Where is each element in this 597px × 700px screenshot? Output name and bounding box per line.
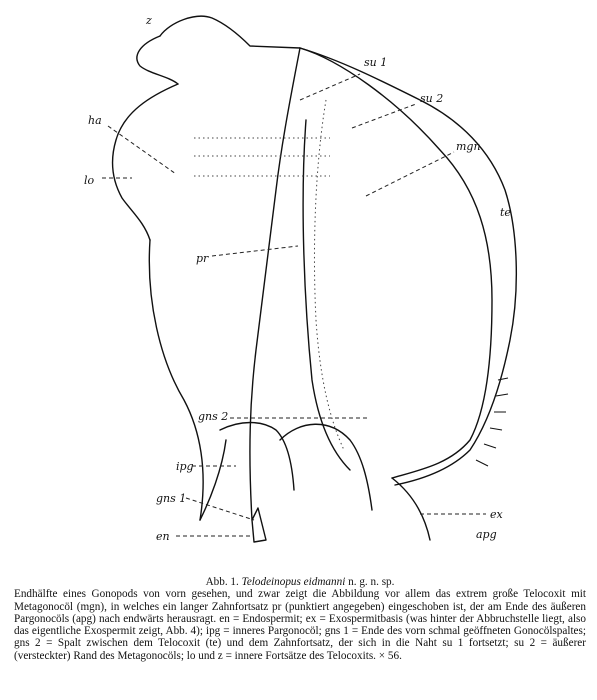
en-tip <box>252 508 266 542</box>
label-lo: lo <box>84 174 95 187</box>
caption-species: Telodeinopus eidmanni <box>241 576 346 588</box>
label-ipg: ipg <box>176 460 194 473</box>
inner-wall-left <box>149 240 203 520</box>
label-su1: su 1 <box>364 56 388 69</box>
leader-gns1 <box>186 498 254 520</box>
caption-title-prefix: Abb. 1. <box>205 576 239 588</box>
label-z: z <box>146 14 152 27</box>
ha-lobe <box>113 84 178 240</box>
z-process <box>137 36 178 84</box>
label-te: te <box>500 206 511 219</box>
lower-left-outline <box>200 440 226 520</box>
label-gns2: gns 2 <box>198 410 229 423</box>
label-su2: su 2 <box>420 92 444 105</box>
label-pr: pr <box>196 252 209 265</box>
label-apg: apg <box>476 528 497 541</box>
ex-base <box>392 478 430 540</box>
label-gns1: gns 1 <box>156 492 187 505</box>
label-ex: ex <box>490 508 503 521</box>
label-mgn: mgn <box>456 140 481 153</box>
leader-mgn <box>366 152 454 196</box>
figure-caption <box>14 576 586 662</box>
label-ha: ha <box>88 114 102 127</box>
caption-title <box>14 576 586 588</box>
metagonocoel-outline <box>300 48 492 478</box>
ha-dotted <box>194 138 330 176</box>
label-en: en <box>156 530 170 543</box>
apg-outline <box>280 424 372 510</box>
caption-body: Endhälfte eines Gonopods von vorn gesehen, und zwar zeigt die Abbildung vor allem das extrem große Telocoxit mit Metagonocöl (mgn), in welches ein langer Zahnfortsatz pr (punktiert angegeben) eingeschoben ist, der am Ende des äußeren Pargonocöls (apg) nach endwärts herausragt. en = Endospermit; ex = Exospermitbasis (was hinter der Abbruchstelle liegt, also das eigentliche Exospermit zeigt, Abb. 4); ipg = inneres Pargonocöl; gns 1 = Ende des vorn schmal geöffneten Gonocölspaltes; gns 2 = Spalt zwischen dem Telocoxit (te) und dem Zahnfortsatz, der sich in die Naht su 1 fortsetzt; su 2 = äußerer (versteckter) Rand des Metagonocöls; lo und z = innere Fortsätze des Telocoxits. × 56. <box>14 588 586 662</box>
pr-dotted <box>314 100 344 450</box>
ipg-outline <box>220 423 294 491</box>
central-seam <box>250 48 300 520</box>
caption-title-suffix: n. g. n. sp. <box>348 576 395 588</box>
leader-pr <box>212 246 298 256</box>
leader-su1 <box>300 74 360 100</box>
